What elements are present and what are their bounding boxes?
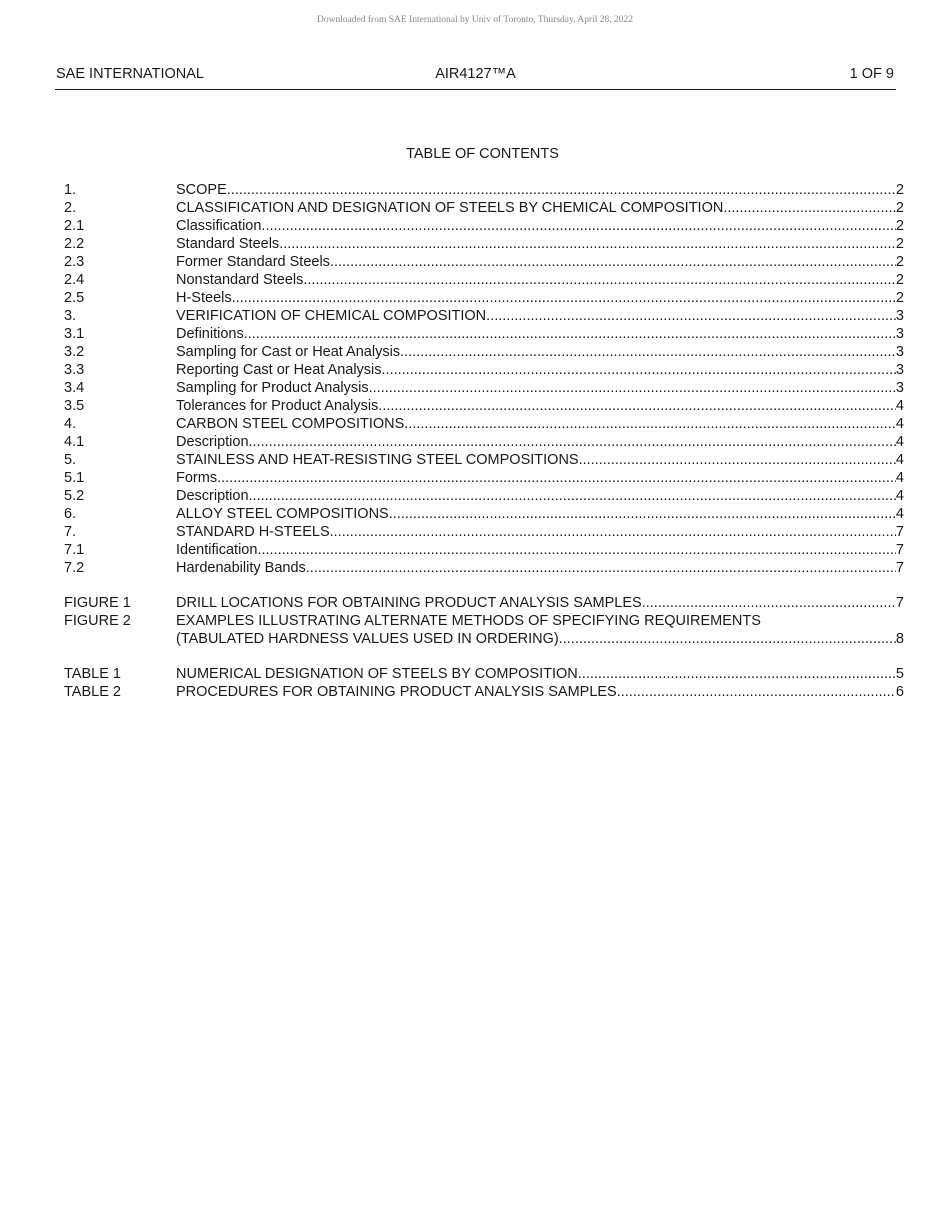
toc-entry-title: CLASSIFICATION AND DESIGNATION OF STEELS BY CHEMICAL COMPOSITION (176, 200, 724, 216)
toc-dot-leader (303, 271, 896, 289)
toc-entry[interactable] (64, 487, 904, 505)
toc-entry-title: Former Standard Steels (176, 254, 330, 270)
toc-entry[interactable] (64, 683, 904, 701)
toc-entry-title: Classification (176, 218, 262, 234)
page-header (55, 66, 896, 90)
header-document-id: AIR4127™A (435, 66, 516, 82)
toc-entry[interactable] (64, 307, 904, 325)
toc-dot-leader (400, 343, 896, 361)
toc-entry-title: NUMERICAL DESIGNATION OF STEELS BY COMPOSITION (176, 666, 578, 682)
toc-entry-number: 7.1 (64, 542, 85, 558)
toc-entry-number: 5.1 (64, 470, 85, 486)
toc-entry-title: Hardenability Bands (176, 560, 306, 576)
toc-dot-leader (389, 505, 896, 523)
toc-entry-title: STAINLESS AND HEAT-RESISTING STEEL COMPOSITIONS (176, 452, 579, 468)
download-watermark: Downloaded from SAE International by Univ of Toronto, Thursday, April 28, 2022 (316, 15, 634, 25)
toc-entry-title: DRILL LOCATIONS FOR OBTAINING PRODUCT ANALYSIS SAMPLES (176, 595, 642, 611)
toc-entry-page: 3 (895, 308, 904, 324)
toc-entry-page: 4 (895, 416, 904, 432)
toc-dot-leader (244, 325, 896, 343)
toc-entry-page: 4 (895, 506, 904, 522)
header-organization: SAE INTERNATIONAL (56, 66, 204, 82)
toc-entry-page: 4 (895, 452, 904, 468)
toc-entry-title: Reporting Cast or Heat Analysis (176, 362, 382, 378)
toc-entry[interactable] (64, 343, 904, 361)
toc-entry-number: 5.2 (64, 488, 85, 504)
toc-entry-number: 4.1 (64, 434, 85, 450)
toc-entry[interactable] (64, 665, 904, 683)
toc-entry-page: 3 (895, 344, 904, 360)
toc-entry-number: 6. (64, 506, 77, 522)
toc-entry-page: 3 (895, 326, 904, 342)
toc-dot-leader (232, 289, 896, 307)
toc-entry-page: 3 (895, 380, 904, 396)
toc-entry-number: 1. (64, 182, 77, 198)
toc-entry-page: 7 (895, 560, 904, 576)
toc-entry-page: 2 (895, 182, 904, 198)
toc-dot-leader (257, 541, 896, 559)
toc-dot-leader (369, 379, 896, 397)
toc-entry-title: Nonstandard Steels (176, 272, 304, 288)
toc-entry-title: Definitions (176, 326, 244, 342)
toc-entry-number: 3. (64, 308, 77, 324)
toc-entry-title: Description (176, 434, 249, 450)
toc-dot-leader (382, 361, 896, 379)
toc-entry-title: Standard Steels (176, 236, 280, 252)
toc-entry-page: 7 (895, 524, 904, 540)
toc-entry-title: Identification (176, 542, 258, 558)
toc-entry-number: 2.1 (64, 218, 85, 234)
toc-entry[interactable] (64, 523, 904, 541)
toc-entry-title: Sampling for Cast or Heat Analysis (176, 344, 401, 360)
toc-entry-page: 5 (895, 666, 904, 682)
toc-entry[interactable] (64, 379, 904, 397)
toc-title: TABLE OF CONTENTS (406, 146, 559, 162)
toc-entry-title: STANDARD H-STEELS (176, 524, 330, 540)
toc-entry-title: SCOPE (176, 182, 227, 198)
toc-entry-page: 2 (895, 200, 904, 216)
toc-entry-number: 3.5 (64, 398, 85, 414)
toc-entry-page: 2 (895, 236, 904, 252)
toc-dot-leader (279, 235, 896, 253)
toc-dot-leader (617, 683, 896, 701)
toc-entry-number: 2.2 (64, 236, 85, 252)
toc-entry-page: 4 (895, 398, 904, 414)
toc-entry[interactable] (64, 289, 904, 307)
toc-entry[interactable] (64, 361, 904, 379)
toc-entry-number: 7.2 (64, 560, 85, 576)
toc-entry[interactable] (64, 469, 904, 487)
toc-dot-leader (642, 594, 896, 612)
toc-entry-number: FIGURE 1 (64, 595, 131, 611)
toc-dot-leader (486, 307, 896, 325)
toc-dot-leader (404, 415, 896, 433)
toc-entry[interactable] (64, 325, 904, 343)
toc-entry-page: 4 (895, 434, 904, 450)
toc-entry-number: 7. (64, 524, 77, 540)
toc-entry-page: 2 (895, 272, 904, 288)
toc-entry[interactable] (64, 612, 904, 630)
toc-dot-leader (330, 253, 896, 271)
header-page-number: 1 OF 9 (849, 66, 894, 82)
toc-entry[interactable] (64, 505, 904, 523)
toc-entry-number: TABLE 2 (64, 684, 121, 700)
toc-entry[interactable] (64, 235, 904, 253)
toc-entry-page: 2 (895, 290, 904, 306)
toc-entry[interactable] (64, 559, 904, 577)
toc-entry-number: 2.4 (64, 272, 85, 288)
toc-entry-continuation[interactable] (64, 630, 904, 648)
toc-dot-leader (227, 181, 896, 199)
toc-entry[interactable] (64, 594, 904, 612)
toc-entry-title: VERIFICATION OF CHEMICAL COMPOSITION (176, 308, 487, 324)
toc-entry-page: 4 (895, 470, 904, 486)
toc-entry[interactable] (64, 451, 904, 469)
toc-entry[interactable] (64, 199, 904, 217)
toc-dot-leader (559, 630, 896, 648)
toc-entry-number: 3.1 (64, 326, 85, 342)
toc-entry-page: 4 (895, 488, 904, 504)
toc-entry[interactable] (64, 253, 904, 271)
toc-entry[interactable] (64, 181, 904, 199)
toc-dot-leader (330, 523, 896, 541)
toc-dot-leader (261, 217, 896, 235)
toc-entry[interactable] (64, 271, 904, 289)
toc-entry-title: Tolerances for Product Analysis (176, 398, 379, 414)
toc-entry-number: 3.2 (64, 344, 85, 360)
toc-entry-number: 3.3 (64, 362, 85, 378)
toc-entry[interactable] (64, 397, 904, 415)
toc-entry-number: 2.3 (64, 254, 85, 270)
toc-entry-number: 4. (64, 416, 77, 432)
toc-entry-page: 8 (895, 631, 904, 647)
toc-dot-leader (306, 559, 896, 577)
toc-entry-title: ALLOY STEEL COMPOSITIONS (176, 506, 389, 522)
toc-dot-leader (723, 199, 896, 217)
toc-entry-number: 2.5 (64, 290, 85, 306)
toc-entry[interactable] (64, 415, 904, 433)
toc-entry-title: PROCEDURES FOR OBTAINING PRODUCT ANALYSIS SAMPLES (176, 684, 617, 700)
toc-entry-page: 7 (895, 595, 904, 611)
toc-entry-title: EXAMPLES ILLUSTRATING ALTERNATE METHODS OF SPECIFYING REQUIREMENTS (176, 613, 761, 629)
toc-entry-page: 2 (895, 254, 904, 270)
toc-entry-title: Sampling for Product Analysis (176, 380, 369, 396)
toc-entry[interactable] (64, 217, 904, 235)
toc-entry-number: 5. (64, 452, 77, 468)
toc-entry[interactable] (64, 541, 904, 559)
toc-dot-leader (378, 397, 896, 415)
toc-entry-page: 6 (895, 684, 904, 700)
toc-entry-number: FIGURE 2 (64, 613, 131, 629)
toc-entry-title-continuation: (TABULATED HARDNESS VALUES USED IN ORDERING) (176, 631, 559, 647)
toc-dot-leader (217, 469, 896, 487)
toc-entry[interactable] (64, 433, 904, 451)
toc-entry-number: 2. (64, 200, 77, 216)
toc-dot-leader (249, 433, 896, 451)
toc-dot-leader (578, 665, 896, 683)
toc-entry-title: CARBON STEEL COMPOSITIONS (176, 416, 405, 432)
toc-entry-page: 2 (895, 218, 904, 234)
toc-dot-leader (249, 487, 896, 505)
toc-entry-title: Description (176, 488, 249, 504)
toc-entry-title: Forms (176, 470, 218, 486)
table-of-contents (64, 181, 904, 701)
toc-entry-number: 3.4 (64, 380, 85, 396)
toc-entry-number: TABLE 1 (64, 666, 121, 682)
toc-entry-page: 3 (895, 362, 904, 378)
toc-dot-leader (579, 451, 896, 469)
toc-entry-title: H-Steels (176, 290, 232, 306)
toc-entry-number-blank (64, 630, 176, 648)
toc-entry-page: 7 (895, 542, 904, 558)
